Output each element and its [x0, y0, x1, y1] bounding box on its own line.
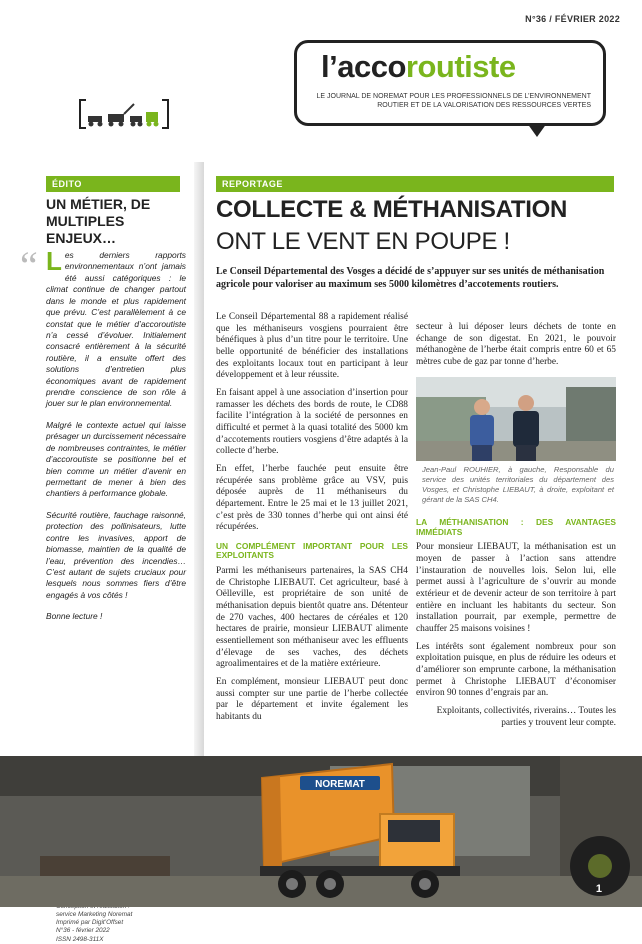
article-paragraph: Exploitants, collectivités, riverains… Toutes les parties y trouvent leur compte.: [436, 705, 616, 728]
subhead-advantages: LA MÉTHANISATION : DES AVANTAGES IMMÉDIATS: [416, 517, 616, 537]
credit-line: service Marketing Noremat: [56, 910, 133, 918]
edito-text: [46, 246, 186, 633]
article-column-left: [216, 312, 408, 730]
article-column-right-bottom: [416, 518, 616, 735]
photo-caption: Jean-Paul ROUHIER, à gauche, Responsable du service des unités territoriales du département des Vosges, et Christophe LIEBAUT, à droite, exploitant et gérant de la SAS CH4.: [422, 465, 614, 505]
edito-dropcap: L: [46, 246, 62, 276]
quote-icon: “: [20, 243, 38, 288]
edito-paragraph: Malgré le contexte actuel qui laisse présager un durcissement nécessaire de nombreuses contraintes, le métier d’accoroutiste se positionne bel et bien comme un métier d’avenir en permettant de mener à bien des chantiers à performance globale.: [46, 419, 186, 499]
journal-title-prefix: l’acco: [321, 49, 406, 84]
credit-line: Imprimé par Digit’Offset: [56, 919, 124, 927]
article-paragraph: Pour monsieur LIEBAUT, la méthanisation est un moyen de passer à l’action sans attendre l’instauration de nouvelles lois. Selon lui, elle permet aussi à l’agriculture de s’ouvrir au monde extérieur et de devenir acteur de son territoire à part entière en incluant les habitants du secteur. Son installation pourrait, par exemple, permettre de chauffer 25 maisons voisines !: [416, 542, 616, 634]
truck-brand-label: NOREMAT: [315, 779, 365, 790]
credit-line: N°36 - février 2022: [56, 927, 110, 935]
truck-photo: [0, 756, 642, 907]
reportage-tag: REPORTAGE: [216, 176, 614, 192]
machines-bracket-icon: [78, 96, 170, 132]
subhead-complement: UN COMPLÉMENT IMPORTANT POUR LES EXPLOITANTS: [216, 540, 408, 561]
journal-title-suffix: routiste: [405, 49, 516, 84]
edito-paragraph: Les derniers rapports environnementaux n’ont jamais été aussi catégoriques : le climat continue de changer partout dans le monde et plus rapidement que prévu. C’est parallèlement à ce constat que le métier d’accoroutiste n’a cessé d’évoluer. Initialement consacré entièrement à la sécurité routière, il a ensuite offert des solutions d’entretien plus économiques avant de rapidement prendre conscience de son rôle à jouer sur le plan environnemental.: [46, 246, 186, 409]
article-paragraph: Le Conseil Départemental 88 a rapidement réalisé que les méthaniseurs vosgiens pourraient être bénéfiques à plus d’un titre pour le territoire. Une belle opportunité de bénéficier des installations des exploitants locaux tout en participant à leur développement et à leur réussite.: [216, 312, 408, 381]
article-paragraph: Les intérêts sont également nombreux pour son exploitation puisque, en plus de réduire les odeurs et d’améliorer son emprunte carbone, la méthanisation permet à Christophe LIEBAUT d’économiser environ 90 tonnes d’engrais par an.: [416, 641, 616, 699]
article-paragraph: secteur à lui déposer leurs déchets de tonte en échange de son digestat. En 2021, le pouvoir méthanogène de l’herbe était compris entre 60 et 65 mètres cube de gaz par tonne d’herbe.: [416, 322, 616, 367]
headline-secondary: ONT LE VENT EN POUPE !: [216, 228, 510, 255]
edito-tag: ÉDITO: [46, 176, 180, 192]
edito-title: UN MÉTIER, DE MULTIPLES ENJEUX…: [46, 196, 151, 246]
edito-closing: Bonne lecture !: [46, 611, 103, 622]
page-number: 1: [595, 883, 602, 895]
headline-main: COLLECTE & MÉTHANISATION: [216, 196, 568, 223]
journal-tagline: LE JOURNAL DE NOREMAT POUR LES PROFESSIONNELS DE L’ENVIRONNEMENT ROUTIER ET DE LA VALORISATION DES RESSOURCES VERTES: [316, 93, 591, 109]
credit-line: ISSN 2498-311X: [56, 935, 104, 943]
article-column-right-top: [416, 322, 616, 375]
article-paragraph: En effet, l’herbe fauchée peut ensuite être récupérée sans problème grâce au VSV, puis déposée auprès de 11 méthaniseurs du département. Entre le 25 mai et le 13 juillet 2021, c’est près de 330 tonnes d’herbe qui ont ainsi été récupérées.: [216, 463, 408, 533]
photo-two-men: [416, 377, 616, 461]
article-paragraph: Parmi les méthaniseurs partenaires, la SAS CH4 de Christophe LIEBAUT. Cet agriculteur, basé à Oëlleville, est propriétaire de son unité de méthanisation depuis bientôt quatre ans. Détenteur de 270 vaches, 400 hectares de céréales et 120 hectares de prairie, monsieur LIEBAUT alimente essentiellement son méthaniseur avec les effluents d’élevage de ses vaches, des déchets agroalimentaires et de la matière extérieure.: [216, 566, 408, 670]
masthead: [294, 40, 606, 126]
article-lead: Le Conseil Départemental des Vosges a décidé de s’appuyer sur ses unités de méthanisation agricole pour valoriser au maximum ses 5000 kilomètres d’accotements routiers.: [216, 266, 605, 290]
article-paragraph: En complément, monsieur LIEBAUT peut donc aussi compter sur une partie de l’herbe collectée par le département et invite également les habitants du: [216, 677, 408, 722]
issue-number: N°36 / FÉVRIER 2022: [525, 14, 620, 24]
article-paragraph: En faisant appel à une association d’insertion pour ramasser les déchets des bords de route, le CD88 facilite l’intégration à la société de personnes en difficulté et permet à la quasi totalité des 5000 km d’accotements routiers vosgiens d’être adaptés à la collecte d’herbe.: [216, 387, 408, 457]
edito-paragraph: Sécurité routière, fauchage raisonné, protection des pollinisateurs, lutte contre les invasives, apport de biomasse, maintien de la qualité de l’eau, prévention des incendies… C’est autant de sujets cruciaux pour lesquels nous sommes fiers d’être engagés à vos côtés !: [46, 509, 186, 600]
journal-title: [321, 51, 516, 82]
